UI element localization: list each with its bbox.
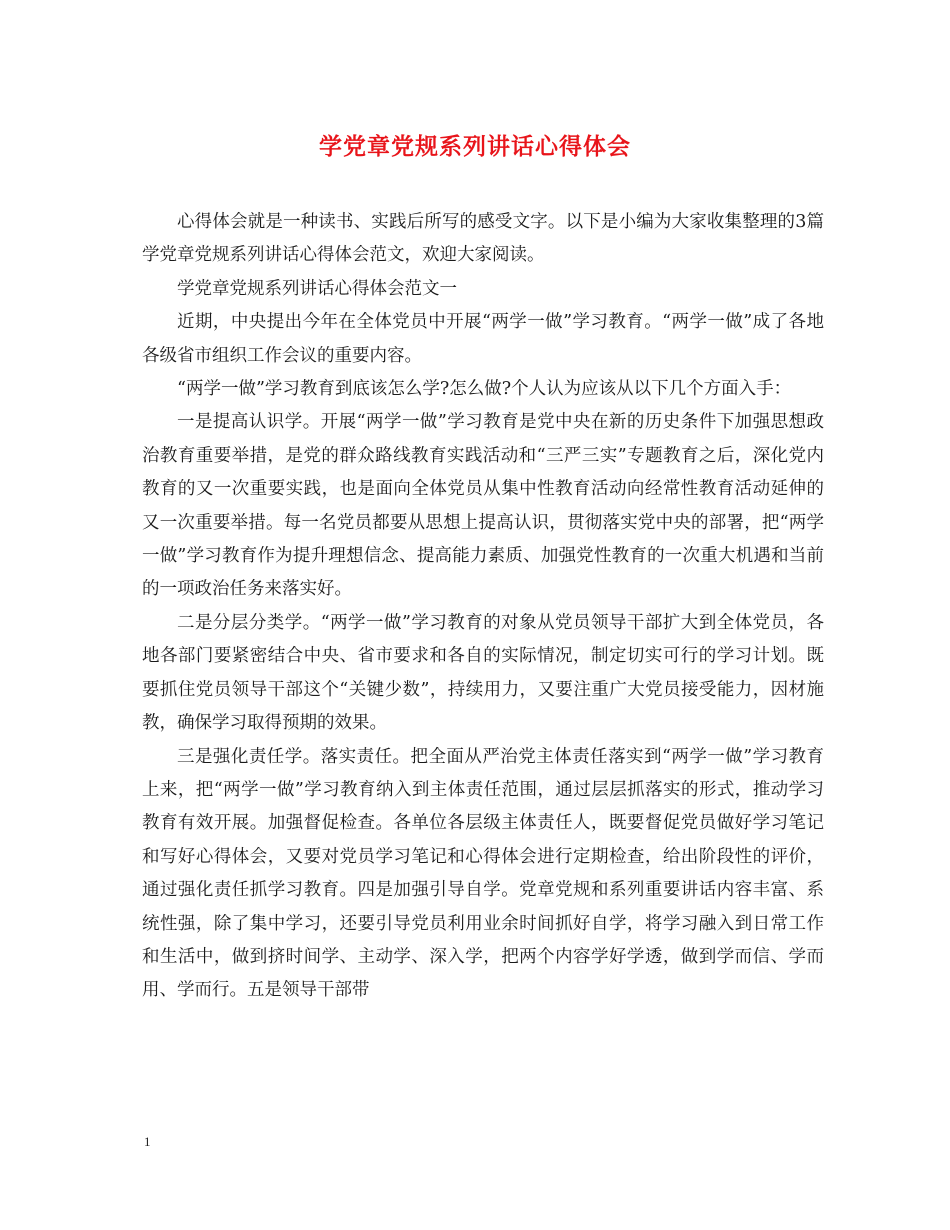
paragraph-recent: 近期，中央提出今年在全体党员中开展“两学一做”学习教育。“两学一做”成了各地各级省市组织工作会议的重要内容。: [142, 312, 824, 366]
paragraph-point-two: 二是分层分类学。“两学一做”学习教育的对象从党员领导干部扩大到全体党员，各地各部门要紧密结合中央、省市要求和各自的实际情况，制定切实可行的学习计划。既要抓住党员领导干部这个“关键少数”，持续用力，又要注重广大党员接受能力，因材施教，确保学习取得预期的效果。: [142, 612, 824, 734]
document-body: [142, 206, 824, 1008]
paragraph-intro: 心得体会就是一种读书、实践后所写的感受文字。以下是小编为大家收集整理的3篇学党章党规系列讲话心得体会范文，欢迎大家阅读。: [142, 212, 824, 266]
paragraph-question: “两学一做”学习教育到底该怎么学?怎么做?个人认为应该从以下几个方面入手：: [177, 379, 792, 400]
paragraph-point-three: 三是强化责任学。落实责任。把全面从严治党主体责任落实到“两学一做”学习教育上来，把“两学一做”学习教育纳入到主体责任范围，通过层层抓落实的形式，推动学习教育有效开展。加强督促检查。各单位各层级主体责任人，既要督促党员做好学习笔记和写好心得体会，又要对党员学习笔记和心得体会进行定期检查，给出阶段性的评价，通过强化责任抓学习教育。四是加强引导自学。党章党规和系列重要讲话内容丰富、系统性强，除了集中学习，还要引导党员利用业余时间抓好自学，将学习融入到日常工作和生活中，做到挤时间学、主动学、深入学，把两个内容学好学透，做到学而信、学而用、学而行。五是领导干部带: [142, 746, 824, 1001]
page-number: 1: [144, 1134, 151, 1149]
document-title: 学党章党规系列讲话心得体会: [319, 133, 631, 160]
paragraph-subheading: 学党章党规系列讲话心得体会范文一: [177, 278, 457, 299]
paragraph-point-one: 一是提高认识学。开展“两学一做”学习教育是党中央在新的历史条件下加强思想政治教育重要举措，是党的群众路线教育实践活动和“三严三实”专题教育之后，深化党内教育的又一次重要实践，也是面向全体党员从集中性教育活动向经常性教育活动延伸的又一次重要举措。每一名党员都要从思想上提高认识，贯彻落实党中央的部署，把“两学一做”学习教育作为提升理想信念、提高能力素质、加强党性教育的一次重大机遇和当前的一项政治任务来落实好。: [142, 412, 824, 600]
